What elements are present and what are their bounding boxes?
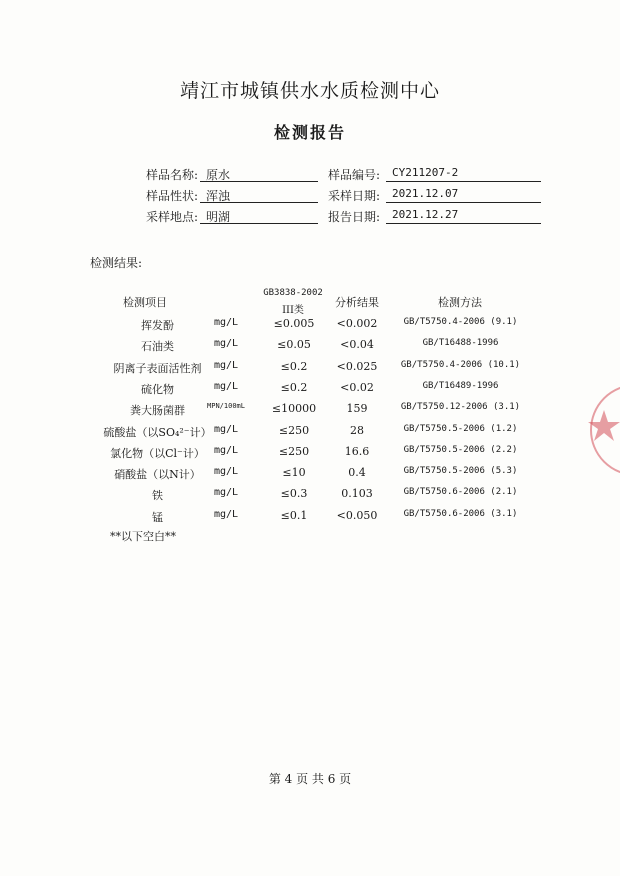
result-value: <0.002 xyxy=(336,317,378,330)
result-standard: ≤0.3 xyxy=(280,487,308,501)
table-row xyxy=(0,317,620,337)
result-value: <0.02 xyxy=(340,380,374,394)
result-value: 0.4 xyxy=(348,466,366,480)
result-item: 锰 xyxy=(152,510,163,524)
table-row xyxy=(0,381,620,401)
result-item: 挥发酚 xyxy=(141,319,174,332)
result-unit: mg/L xyxy=(213,466,239,478)
sample-name-value: 原水 xyxy=(200,166,318,182)
result-method: GB/T5750.6-2006 (3.1) xyxy=(403,508,518,519)
result-unit: mg/L xyxy=(213,487,239,499)
sample-prop-label: 样品性状: xyxy=(145,189,198,203)
sample-no-label: 样品编号: xyxy=(327,168,380,182)
result-value: <0.04 xyxy=(340,338,374,352)
result-item: 粪大肠菌群 xyxy=(130,404,185,418)
result-method: GB/T5750.12-2006 (3.1) xyxy=(400,402,521,413)
result-unit: mg/L xyxy=(213,423,239,435)
result-value: 28 xyxy=(350,423,364,437)
result-method: GB/T5750.5-2006 (1.2) xyxy=(403,423,518,434)
result-value: 159 xyxy=(346,402,368,416)
table-header xyxy=(0,290,620,320)
report-title: 检测报告 xyxy=(273,123,346,142)
info-row-2 xyxy=(0,187,620,207)
result-unit: mg/L xyxy=(213,444,239,456)
result-unit: mg/L xyxy=(213,317,239,328)
sampling-site-label: 采样地点: xyxy=(145,210,198,224)
result-item: 硝酸盐（以N计） xyxy=(114,468,201,482)
result-item: 铁 xyxy=(152,489,163,503)
result-item: 硫酸盐（以SO₄²⁻计） xyxy=(103,425,212,439)
result-value: <0.050 xyxy=(336,508,378,522)
result-standard: ≤0.05 xyxy=(277,338,311,352)
col-method: 检测方法 xyxy=(438,296,482,309)
result-method: GB/T5750.5-2006 (2.2) xyxy=(403,444,518,455)
result-standard: ≤10000 xyxy=(271,402,317,416)
col-item: 检测项目 xyxy=(123,296,167,309)
table-row xyxy=(0,466,620,486)
result-item: 氯化物（以Cl⁻计） xyxy=(110,446,205,460)
table-row xyxy=(0,402,620,422)
result-standard: ≤0.1 xyxy=(280,508,308,522)
result-method: GB/T5750.4-2006 (9.1) xyxy=(403,317,518,327)
result-method: GB/T5750.6-2006 (2.1) xyxy=(403,487,518,498)
blank-note: **以下空白** xyxy=(110,530,176,543)
org-title: 靖江市城镇供水水质检测中心 xyxy=(179,80,440,102)
col-result: 分析结果 xyxy=(335,296,379,309)
result-item: 硫化物 xyxy=(141,382,174,396)
sample-prop-value: 浑浊 xyxy=(200,187,318,203)
table-row xyxy=(0,424,620,444)
table-row xyxy=(0,445,620,465)
result-standard: ≤0.2 xyxy=(280,380,308,394)
result-value: 0.103 xyxy=(341,487,373,501)
result-value: 16.6 xyxy=(344,444,370,458)
col-std-line1: GB3838-2002 xyxy=(263,288,323,298)
table-row xyxy=(0,338,620,358)
sampling-date-value: 2021.12.07 xyxy=(386,187,541,203)
table-row xyxy=(0,360,620,380)
result-unit: mg/L xyxy=(213,338,239,350)
result-item: 阴离子表面活性剂 xyxy=(113,361,202,375)
info-row-1 xyxy=(0,166,620,186)
page-number: 第 4 页 共 6 页 xyxy=(268,772,352,786)
result-unit: mg/L xyxy=(213,359,239,371)
report-date-label: 报告日期: xyxy=(327,210,380,224)
result-value: <0.025 xyxy=(336,359,378,373)
result-standard: ≤250 xyxy=(278,423,310,437)
result-standard: ≤250 xyxy=(278,444,310,458)
col-std-line2: III类 xyxy=(282,305,304,316)
result-unit: mg/L xyxy=(213,380,239,392)
table-row xyxy=(0,487,620,507)
sampling-site-value: 明湖 xyxy=(200,208,318,224)
seal-stamp-icon xyxy=(584,370,620,490)
results-label: 检测结果: xyxy=(90,256,143,270)
result-standard: ≤0.005 xyxy=(273,317,315,330)
result-item: 石油类 xyxy=(141,340,174,354)
result-unit: MPN/100mL xyxy=(207,402,245,411)
result-method: GB/T16489-1996 xyxy=(422,380,499,391)
report-date-value: 2021.12.27 xyxy=(386,208,541,224)
result-unit: mg/L xyxy=(213,508,239,520)
info-row-3 xyxy=(0,208,620,228)
result-method: GB/T5750.4-2006 (10.1) xyxy=(400,359,521,370)
result-method: GB/T5750.5-2006 (5.3) xyxy=(403,466,518,477)
result-method: GB/T16488-1996 xyxy=(422,338,499,349)
result-standard: ≤10 xyxy=(282,466,306,480)
result-standard: ≤0.2 xyxy=(280,359,308,373)
sampling-date-label: 采样日期: xyxy=(327,189,380,203)
sample-name-label: 样品名称: xyxy=(145,168,198,182)
sample-no-value: CY211207-2 xyxy=(386,166,541,182)
table-row xyxy=(0,509,620,529)
